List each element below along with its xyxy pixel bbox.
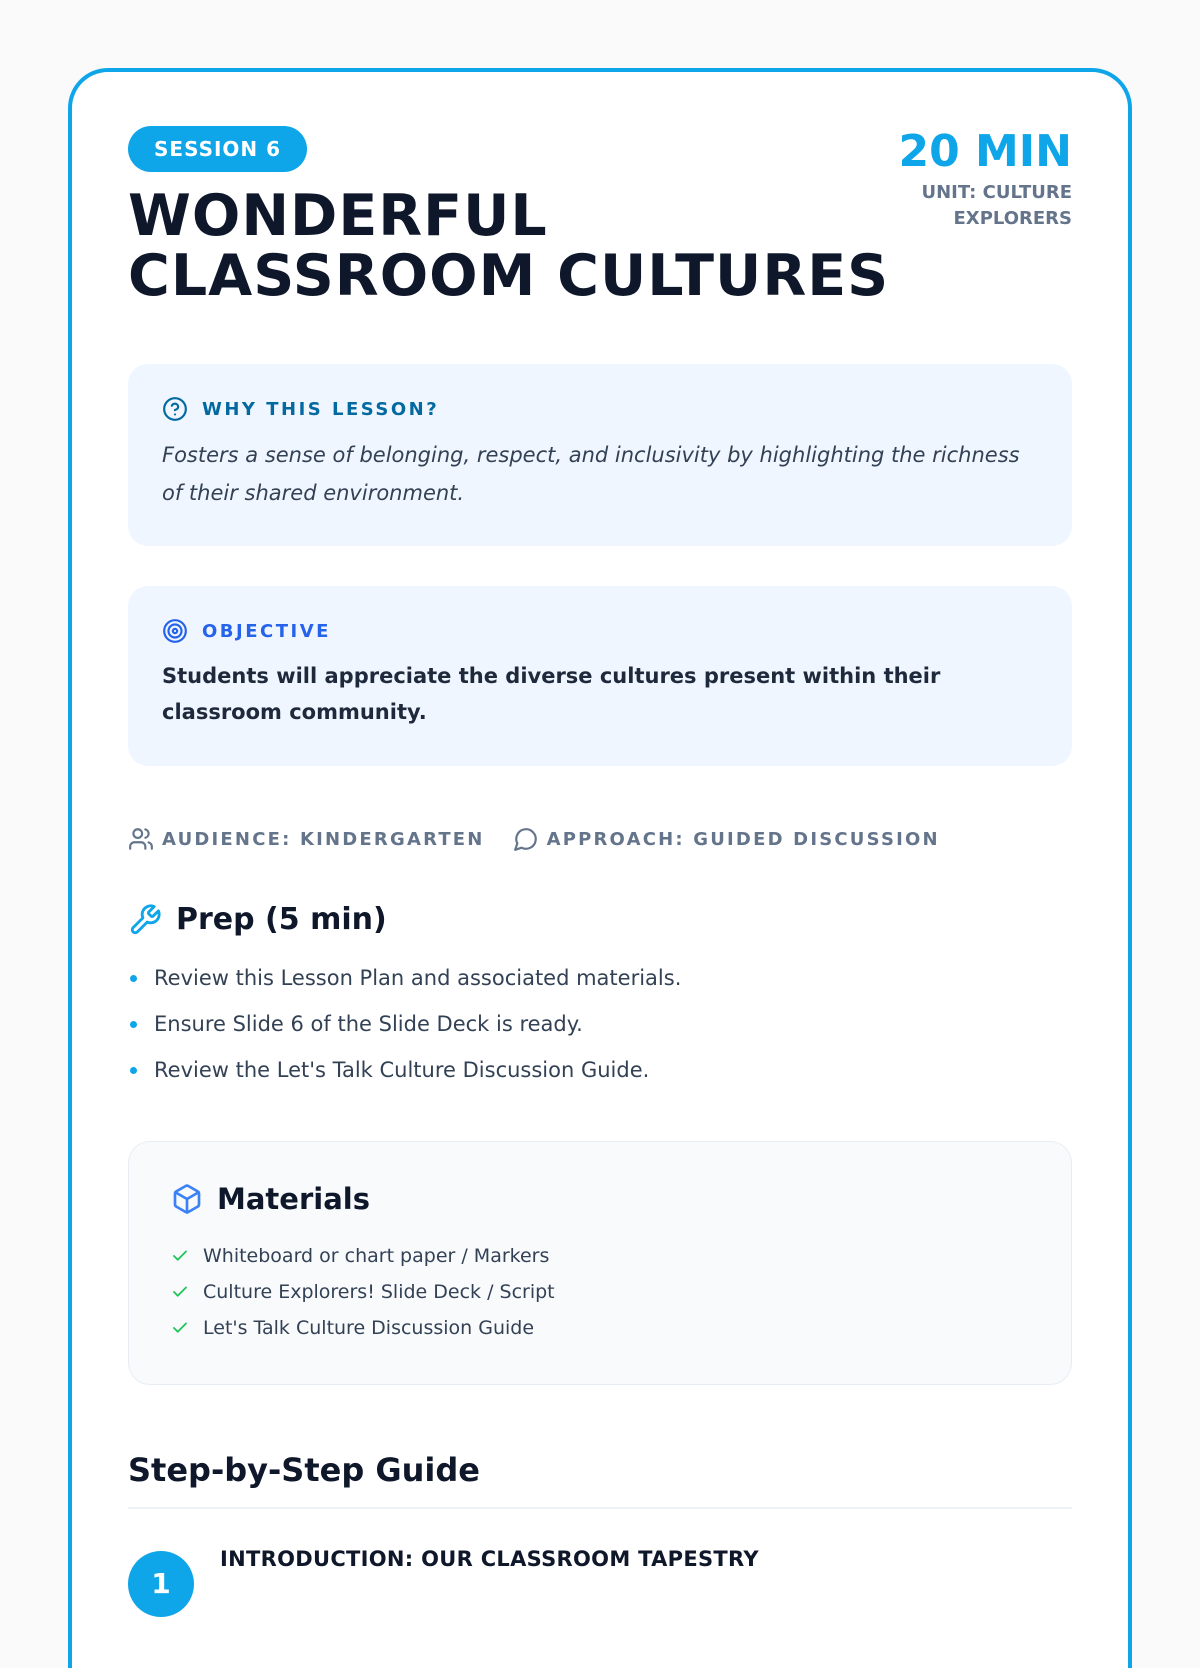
users-icon xyxy=(128,826,154,852)
lesson-card xyxy=(68,68,1132,1668)
why-panel xyxy=(128,364,1072,546)
help-circle-icon xyxy=(162,396,188,422)
objective-text: Students will appreciate the diverse cultures present within their classroom community. xyxy=(162,664,941,724)
approach-label: APPROACH: GUIDED DISCUSSION xyxy=(546,828,940,850)
lesson-meta xyxy=(128,824,1072,854)
check-icon xyxy=(171,1319,189,1337)
lesson-content xyxy=(128,126,1072,1600)
check-icon xyxy=(171,1283,189,1301)
audience-meta xyxy=(128,826,485,852)
material-label: Whiteboard or chart paper / Markers xyxy=(203,1245,550,1267)
step-title: INTRODUCTION: OUR CLASSROOM TAPESTRY xyxy=(220,1547,759,1571)
session-badge: SESSION 6 xyxy=(128,126,307,172)
materials-title: Materials xyxy=(217,1182,370,1216)
material-label: Let's Talk Culture Discussion Guide xyxy=(203,1317,535,1339)
guide-step xyxy=(128,1547,1072,1600)
wrench-icon xyxy=(128,903,162,937)
material-item xyxy=(171,1310,1029,1346)
objective-label: OBJECTIVE xyxy=(202,620,331,642)
duration-value: 20 MIN xyxy=(898,126,1072,177)
materials-panel xyxy=(128,1141,1072,1385)
prep-list xyxy=(128,955,1072,1093)
prep-item: Review the Let's Talk Culture Discussion Guide. xyxy=(128,1047,1072,1093)
approach-meta xyxy=(513,826,940,852)
objective-header xyxy=(162,616,1038,646)
target-icon xyxy=(162,618,188,644)
material-item xyxy=(171,1274,1029,1310)
material-item xyxy=(171,1238,1029,1274)
why-header xyxy=(162,394,1038,424)
materials-list xyxy=(171,1238,1029,1346)
objective-panel xyxy=(128,586,1072,766)
material-label: Culture Explorers! Slide Deck / Script xyxy=(203,1281,555,1303)
lesson-title: WONDERFUL CLASSROOM CULTURES xyxy=(128,183,890,309)
audience-label: AUDIENCE: KINDERGARTEN xyxy=(162,828,485,850)
message-circle-icon xyxy=(513,826,539,852)
guide-title: Step-by-Step Guide xyxy=(128,1451,1072,1509)
prep-item: Ensure Slide 6 of the Slide Deck is ready. xyxy=(128,1001,1072,1047)
unit-label: UNIT: CULTURE EXPLORERS xyxy=(921,182,1072,229)
duration-block xyxy=(872,126,1072,232)
prep-title: Prep (5 min) xyxy=(176,902,387,937)
materials-header xyxy=(171,1182,1029,1216)
check-icon xyxy=(171,1247,189,1265)
step-number: 1 xyxy=(128,1551,194,1617)
package-icon xyxy=(171,1183,203,1215)
prep-header xyxy=(128,902,1072,937)
why-text: Fosters a sense of belonging, respect, and inclusivity by highlighting the richness of their shared environment. xyxy=(162,443,1020,505)
prep-item: Review this Lesson Plan and associated materials. xyxy=(128,955,1072,1001)
why-label: WHY THIS LESSON? xyxy=(202,398,440,420)
